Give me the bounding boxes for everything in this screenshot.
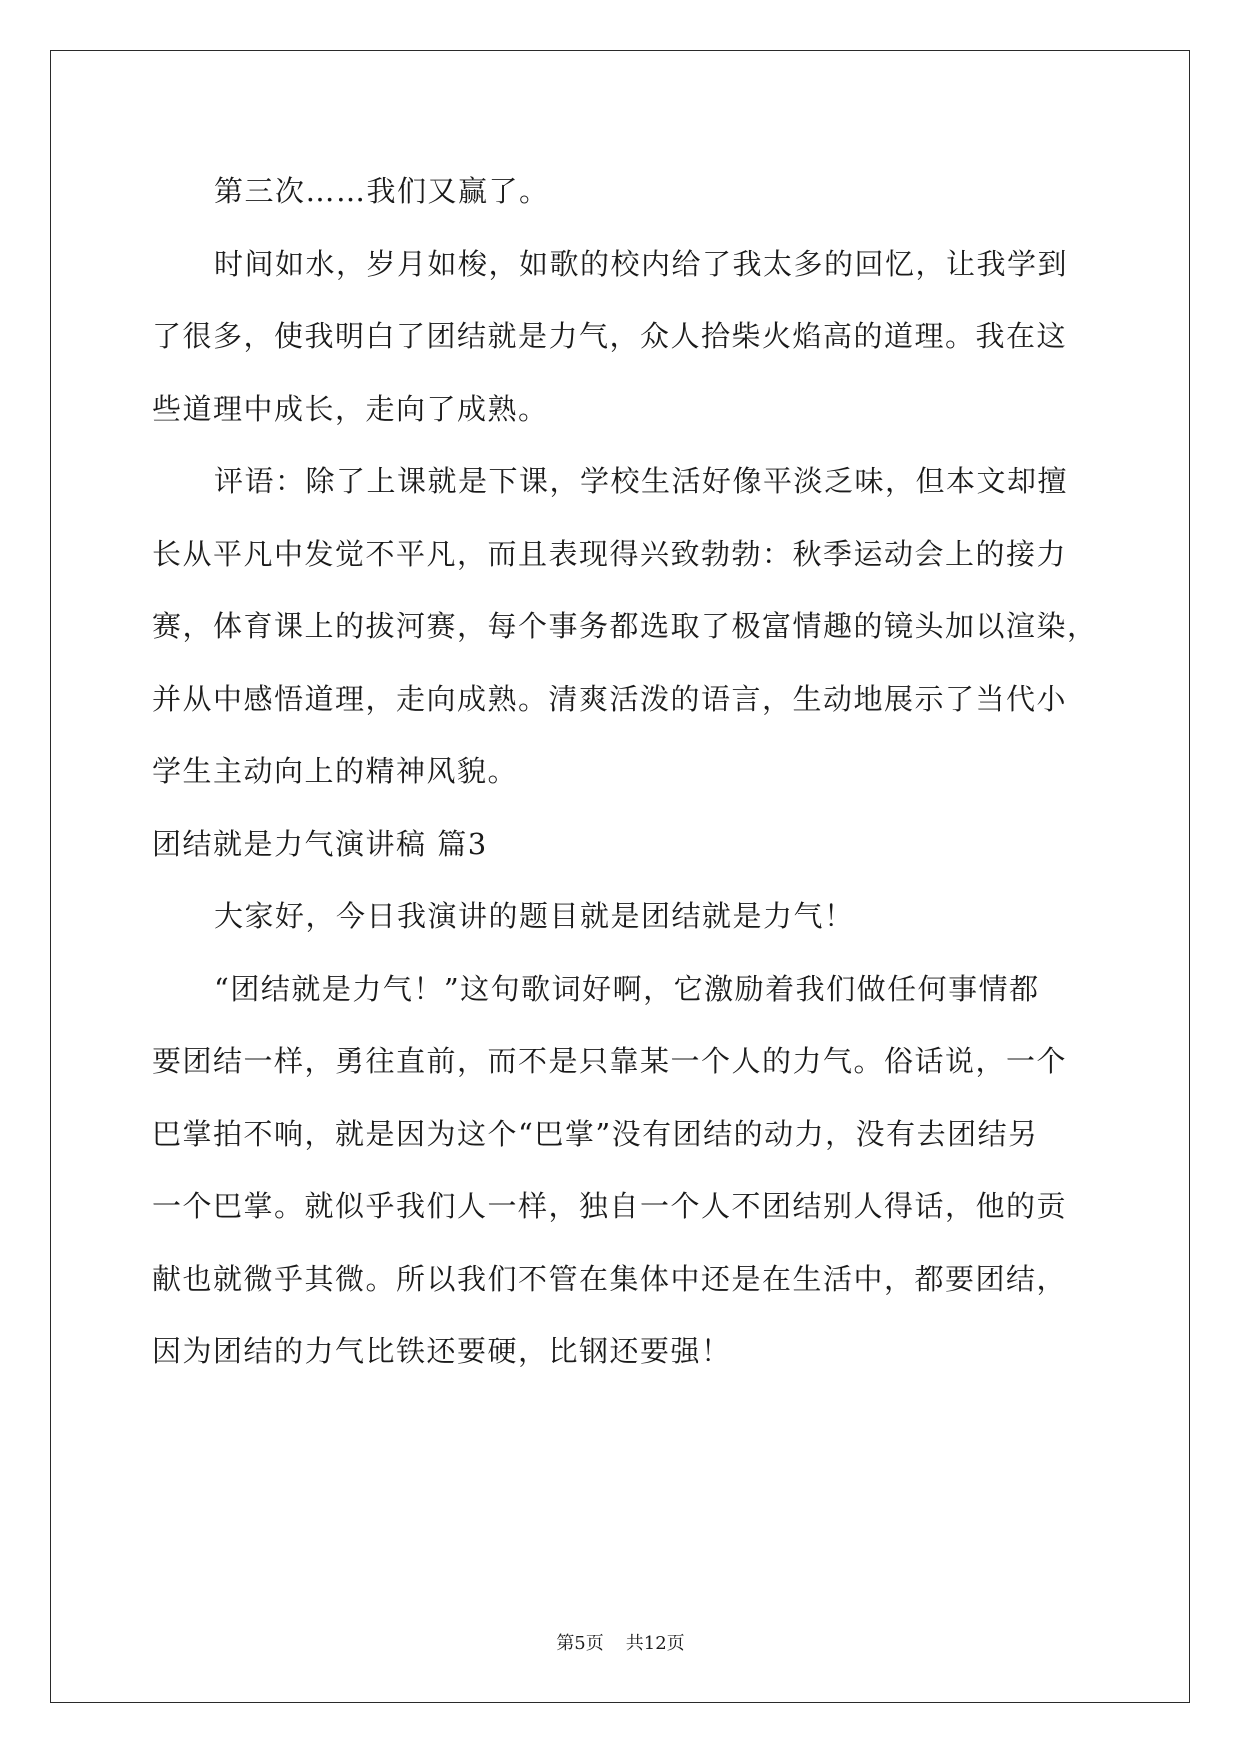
- paragraph-line: 巴掌拍不响，就是因为这个“巴掌”没有团结的动力，没有去团结另: [152, 1116, 1039, 1151]
- paragraph-line: 评语：除了上课就是下课，学校生活好像平淡乏味，但本文却擅: [214, 464, 1069, 498]
- paragraph-line: 一个巴掌。就似乎我们人一样，独自一个人不团结别人得话，他的贡: [152, 1189, 1068, 1223]
- document-body: [152, 155, 1098, 1388]
- page-total: 共12页: [625, 1633, 685, 1654]
- paragraph-line: 要团结一样，勇往直前，而不是只靠某一个人的力气。俗话说，一个: [152, 1044, 1068, 1078]
- paragraph-line: 学生主动向上的精神风貌。: [152, 754, 519, 788]
- paragraph-line: 第三次……我们又赢了。: [214, 174, 550, 208]
- paragraph-line: 时间如水，岁月如梭，如歌的校内给了我太多的回忆，让我学到: [214, 246, 1069, 281]
- paragraph-line: 大家好，今日我演讲的题目就是团结就是力气！: [214, 899, 855, 933]
- paragraph-line: 些道理中成长，走向了成熟。: [152, 391, 549, 426]
- page-footer: [0, 1629, 1241, 1655]
- section-heading: 团结就是力气演讲稿 篇3: [152, 826, 488, 861]
- paragraph-line: 因为团结的力气比铁还要硬，比钢还要强！: [152, 1334, 732, 1368]
- paragraph-line: 长从平凡中发觉不平凡，而且表现得兴致勃勃：秋季运动会上的接力: [152, 536, 1068, 571]
- paragraph-line: 赛，体育课上的拔河赛，每个事务都选取了极富情趣的镜头加以渲染，: [152, 609, 1098, 643]
- paragraph-line: 并从中感悟道理，走向成熟。清爽活泼的语言，生动地展示了当代小: [152, 681, 1068, 716]
- paragraph-line: 了很多，使我明白了团结就是力气，众人拾柴火焰高的道理。我在这: [152, 319, 1068, 353]
- page-number: 第5页: [556, 1633, 604, 1654]
- paragraph-line: 献也就微乎其微。所以我们不管在集体中还是在生活中，都要团结，: [152, 1261, 1068, 1296]
- paragraph-line: “团结就是力气！”这句歌词好啊，它激励着我们做任何事情都: [214, 971, 1040, 1006]
